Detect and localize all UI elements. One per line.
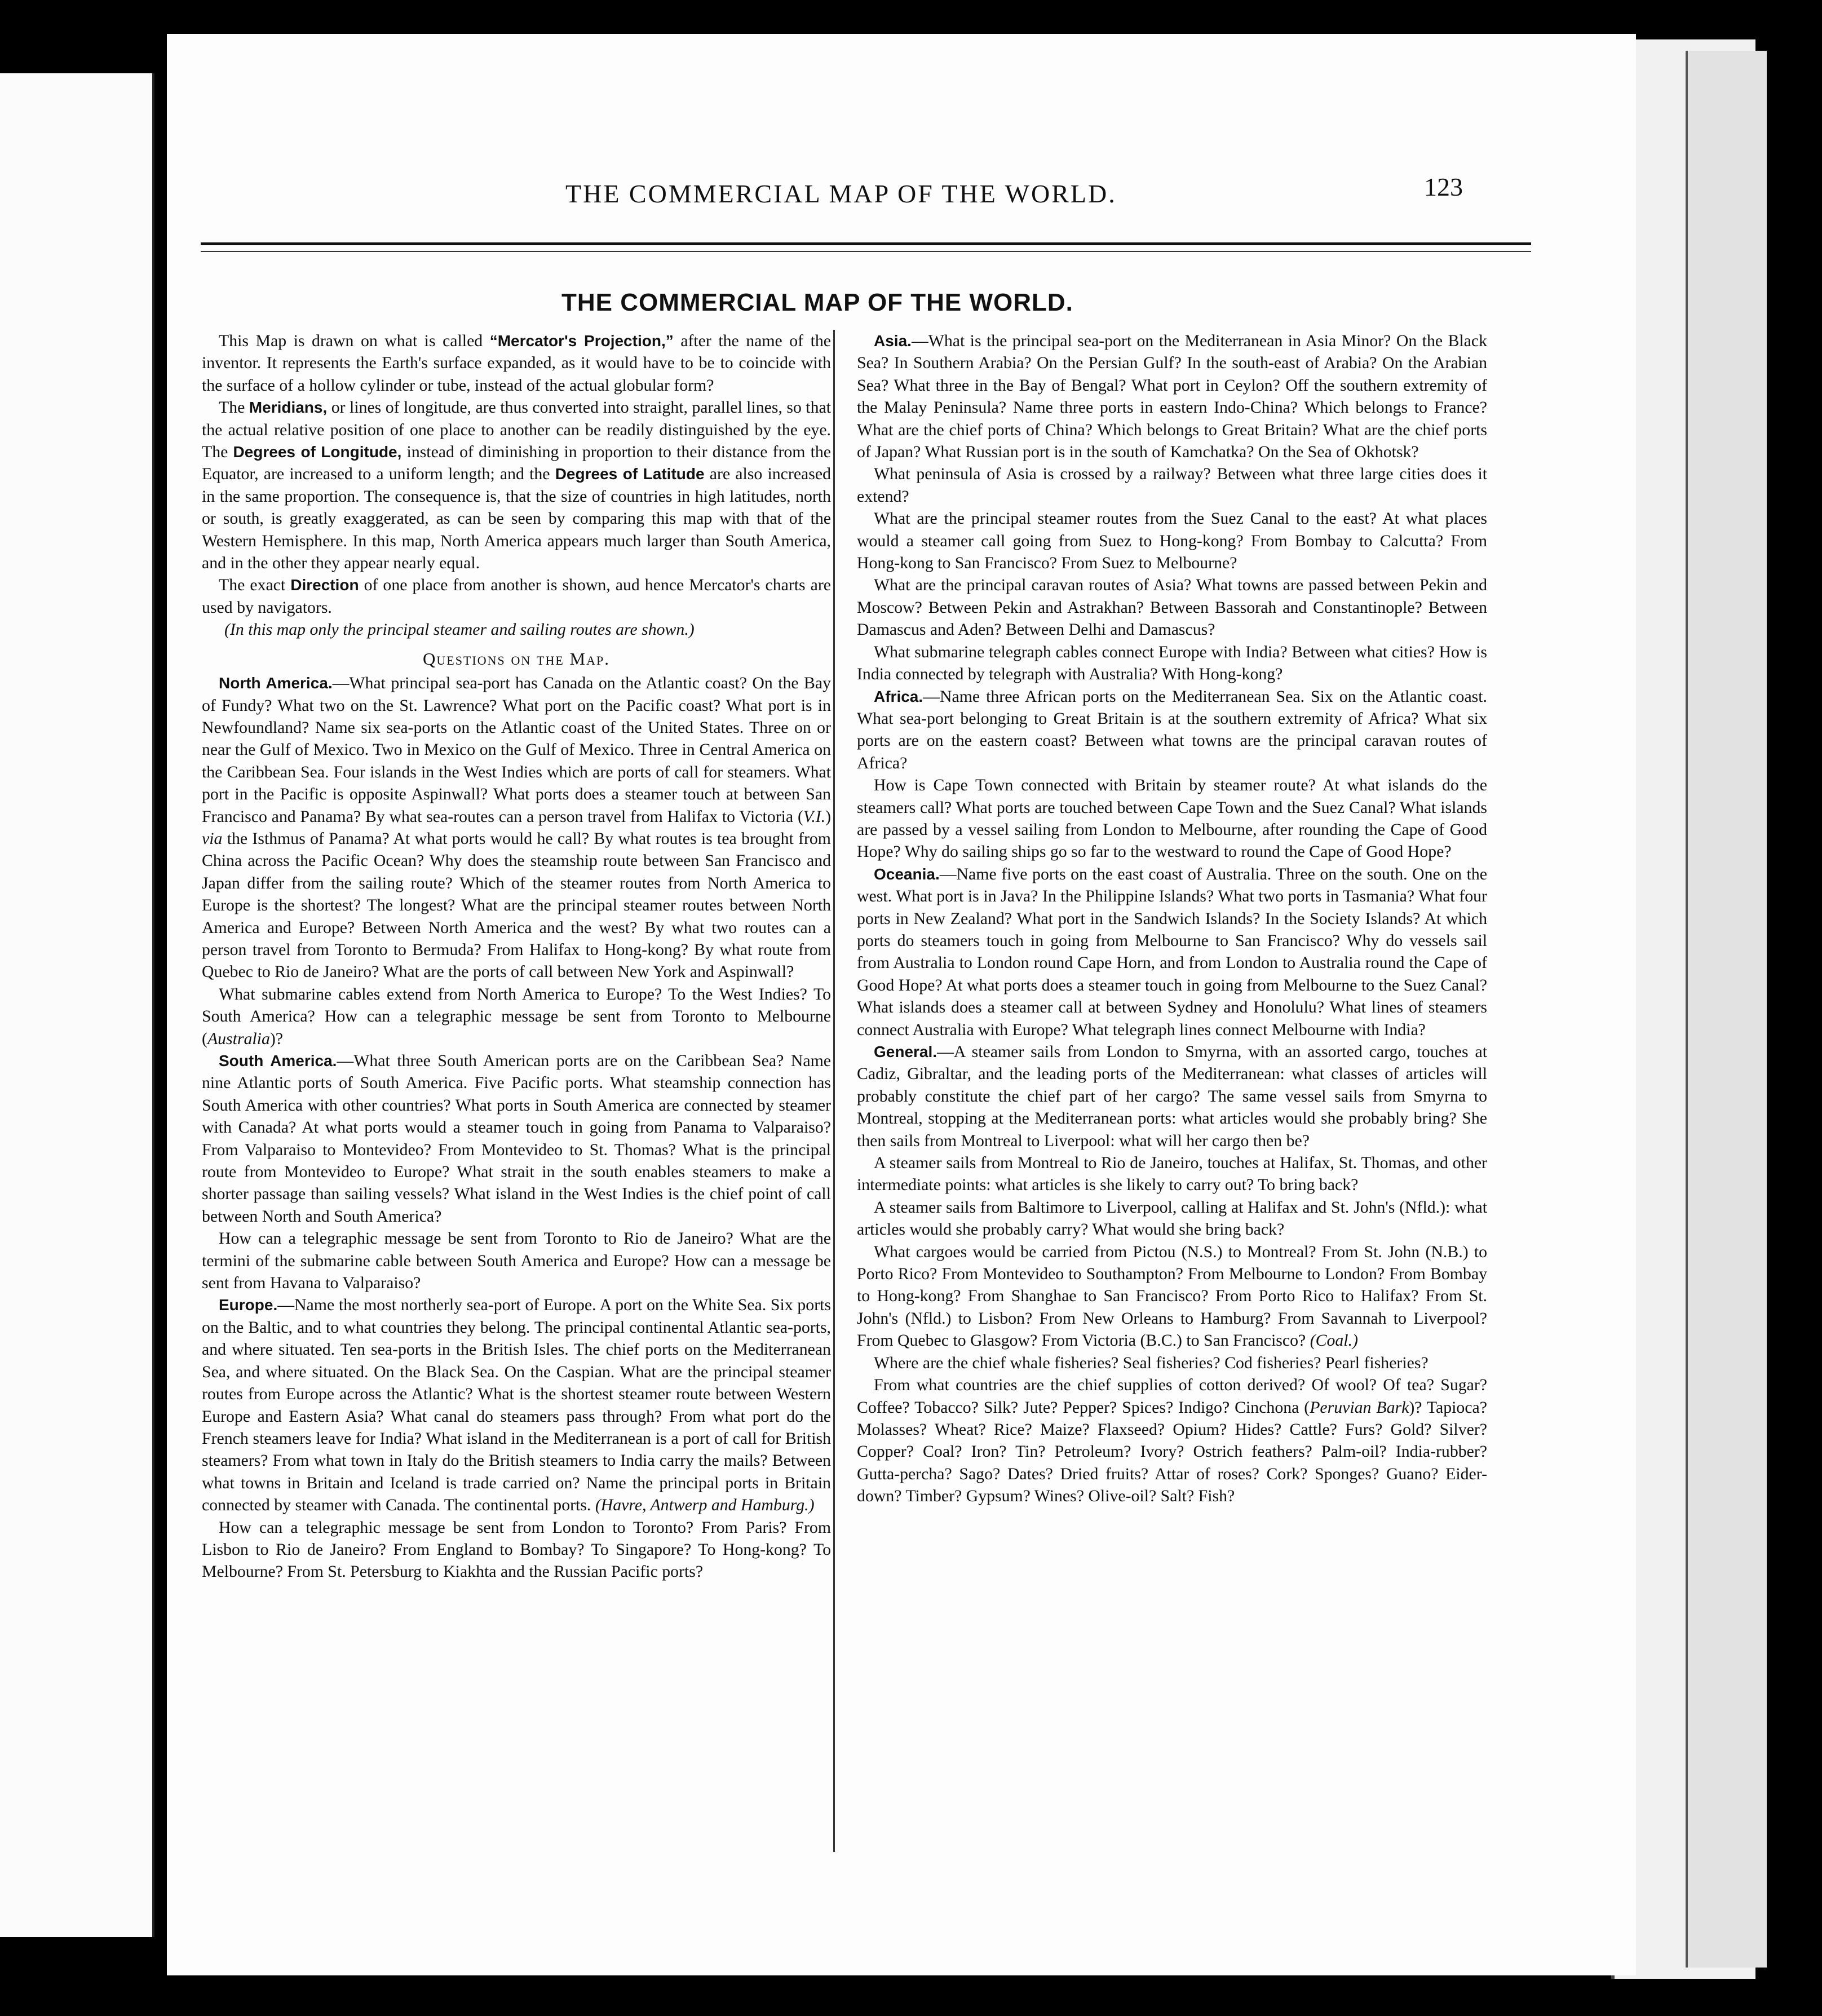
section-label: Asia.	[874, 332, 912, 350]
paragraph: What are the principal steamer routes from the Suez Canal to the east? At what places would a steamer call going from Suez to Hong-kong? From Bombay to Calcutta? From Hong-kong to San Francisco? From Suez to Melbourne?	[857, 509, 1487, 573]
paragraph: A steamer sails from Baltimore to Liverpool, calling at Halifax and St. John's (Nfld.): what articles would she probably carry? What would she bring back?	[857, 1197, 1487, 1239]
paragraph: Where are the chief whale fisheries? Seal fisheries? Cod fisheries? Pearl fisheries?	[874, 1353, 1429, 1372]
section-north-america: North America.—What principal sea-port has Canada on the Atlantic coast? On the Bay of Fundy? What two on the St. Lawrence? What port on the Pacific coast? What port is in Newfoundland? Name six sea-ports on the Atlantic coast of the United States. Three on or near the Gulf of Mexico. Two in Mexico on the Gulf of Mexico. Three in Central America on the Caribbean Sea. Four islands in the West Indies which are ports of call for steamers. What port in the Pacific is opposite Aspinwall? What ports does a steamer touch at between San Francisco and Panama? By what sea-routes can a person travel from Halifax to Victoria (V.I.) via the Isthmus of Panama? At what ports would he call? By what routes is tea brought from China across the Pacific Ocean? Why does the steamship route between San Francisco and Japan differ from the sailing route? Which of the steamer routes from North America to Europe is the shortest? The longest? What are the principal steamer routes between North America and Europe? Between North America and the west? By what two routes can a person travel from Toronto to Bermuda? From Halifax to Hong-kong? By what route from Quebec to Rio de Janeiro? What are the ports of call between New York and Aspinwall?	[202, 674, 831, 982]
paragraph: How can a telegraphic message be sent from Toronto to Rio de Janeiro? What are the termini of the submarine cable between South America and Europe? How can a message be sent from Havana to Valparaiso?	[202, 1229, 831, 1293]
paragraph: What submarine telegraph cables connect Europe with India? Between what cities? How is India connected by telegraph with Australia? With Hong-kong?	[857, 642, 1487, 684]
section-asia: Asia.—What is the principal sea-port on the Mediterranean in Asia Minor? On the Black Sea? In Southern Arabia? On the Persian Gulf? In the south-east of Arabia? On the Arabian Sea? What three in the Bay of Bengal? What port in Ceylon? Off the southern extremity of the Malay Peninsula? Name three ports in eastern Indo-China? Which belongs to France? What are the chief ports of China? Which belongs to Great Britain? What are the chief ports of Japan? What Russian port is in the south of Kamchatka? On the Sea of Okhotsk?	[857, 331, 1487, 462]
section-label: General.	[874, 1043, 937, 1060]
section-south-america: South America.—What three South American ports are on the Caribbean Sea? Name nine Atlantic ports of South America. Five Pacific ports. What steamship connection has South America with other countries? What ports in South America are connected by steamer with Canada? At what ports would a steamer touch in going from Panama to Valparaiso? From Valparaiso to Montevideo? From Montevideo to St. Thomas? What is the principal route from Montevideo to Europe? What strait in the south enables steamers to make a shorter passage than sailing vessels? What island in the West Indies is the chief point of call between North and South America?	[202, 1051, 832, 1226]
section-label: Africa.	[874, 687, 923, 705]
right-column	[857, 330, 1487, 1507]
paragraph: How can a telegraphic message be sent from London to Toronto? From Paris? From Lisbon to Rio de Janeiro? From England to Bombay? To Singapore? To Hong-kong? To Melbourne? From St. Petersburg to Kiakhta and the Russian Pacific ports?	[202, 1518, 831, 1581]
section-label: South America.	[219, 1052, 337, 1069]
page-stack-edge-back	[1686, 51, 1767, 1968]
paragraph: What peninsula of Asia is crossed by a railway? Between what three large cities does it extend?	[857, 465, 1487, 506]
intro-paragraph: This Map is drawn on what is called “Mercator's Projection,” after the name of the inventor. It represents the Earth's surface expanded, as it would have to be to coincide with the surface of a hollow cylinder or tube, instead of the actual globular form?	[202, 331, 831, 395]
left-column	[202, 330, 831, 1583]
section-general: General.—A steamer sails from London to Smyrna, with an assorted cargo, touches at Cadiz, Gibraltar, and the leading ports of the Mediterranean: what classes of articles will probably constitute the chief part of her cargo? The same vessel sails from Smyrna to Montreal, stopping at the Mediterranean ports: what articles would she probably bring? She then sails from Montreal to Liverpool: what will her cargo then be?	[857, 1042, 1487, 1150]
header-rule-thin	[201, 251, 1531, 252]
running-title: THE COMMERCIAL MAP OF THE WORLD.	[565, 179, 1117, 208]
intro-paragraph: The Meridians, or lines of longitude, are thus converted into straight, parallel lines, so that the actual relative position of one place to another can be readily distinguished by the eye. The Degrees of Longitude, instead of diminishing in proportion to their distance from the Equator, are increased to a uniform length; and the Degrees of Latitude are also increased in the same proportion. The consequence is, that the size of countries in high latitudes, north or south, is greatly exaggerated, as can be seen by comparing this map with that of the Western Hemisphere. In this map, North America appears much larger than South America, and in the other they appear nearly equal.	[202, 398, 832, 573]
section-label: North America.	[219, 674, 333, 692]
facing-page-edge	[0, 73, 154, 1937]
paragraph: A steamer sails from Montreal to Rio de Janeiro, touches at Halifax, St. Thomas, and other intermediate points: what articles is she likely to carry out? To bring back?	[857, 1153, 1487, 1195]
section-europe: Europe.—Name the most northerly sea-port of Europe. A port on the White Sea. Six ports on the Baltic, and to what countries they belong. The principal continental Atlantic sea-ports, and where situated. Ten sea-ports in the British Isles. The chief ports on the Mediterranean Sea, and where situated. On the Black Sea. On the Caspian. What are the principal steamer routes from Europe across the Atlantic? What is the shortest steamer route between Western Europe and Eastern Asia? What canal do steamers pass through? From what port do the French steamers leave for India? What island in the Mediterranean is a port of call for British steamers? From what town in Italy do the British steamers to India carry the mails? Between what towns in Britain and Iceland is trade carried on? Name the principal ports in Britain connected by steamer with Canada. The continental ports. (Havre, Antwerp and Hamburg.)	[202, 1296, 831, 1515]
paragraph: What submarine cables extend from North America to Europe? To the West Indies? To South America? How can a telegraphic message be sent from Toronto to Melbourne (Australia)?	[202, 984, 831, 1048]
page-title: THE COMMERCIAL MAP OF THE WORLD.	[561, 289, 1073, 316]
section-label: Oceania.	[874, 865, 940, 883]
questions-heading: Questions on the Map.	[423, 648, 610, 669]
section-oceania: Oceania.—Name five ports on the east coast of Australia. Three on the south. One on the west. What port is in Java? In the Philippine Islands? What two ports in Tasmania? What four ports in New Zealand? What port in the Sandwich Islands? In the Society Islands? At which ports do steamers touch in going from Melbourne to San Francisco? Why do vessels sail from Australia to London round Cape Horn, and from London to Australia round the Cape of Good Hope? At what ports does a steamer touch in going from Melbourne to the Suez Canal? What islands does a steamer call at between Sydney and Honolulu? What lines of steamers connect Australia with Europe? What telegraph lines connect Melbourne with India?	[857, 864, 1487, 1039]
book-page	[167, 34, 1636, 1975]
section-africa: Africa.—Name three African ports on the Mediterranean Sea. Six on the Atlantic coast. What sea-port belonging to Great Britain is at the southern extremity of Africa? What six ports are on the eastern coast? Between what towns are the principal caravan routes of Africa?	[857, 687, 1487, 772]
header-rule	[201, 242, 1531, 245]
page-number: 123	[1424, 173, 1463, 201]
intro-note: (In this map only the principal steamer and sailing routes are shown.)	[224, 620, 695, 639]
intro-paragraph: The exact Direction of one place from another is shown, aud hence Mercator's charts are used by navigators.	[202, 576, 831, 617]
section-label: Europe.	[219, 1296, 278, 1314]
paragraph: What cargoes would be carried from Pictou (N.S.) to Montreal? From St. John (N.B.) to Porto Rico? From Montevideo to Southampton? From Melbourne to London? From Bombay to Hong-kong? From Shanghae to San Francisco? From Porto Rico to Halifax? From St. John's (Nfld.) to Lisbon? From New Orleans to Hamburg? From Savannah to Liverpool? From Quebec to Glasgow? From Victoria (B.C.) to San Francisco? (Coal.)	[857, 1242, 1487, 1350]
paragraph: From what countries are the chief supplies of cotton derived? Of wool? Of tea? Sugar? Coffee? Tobacco? Silk? Jute? Pepper? Spices? Indigo? Cinchona (Peruvian Bark)? Tapioca? Molasses? Wheat? Rice? Maize? Flaxseed? Opium? Hides? Cattle? Furs? Gold? Silver? Copper? Coal? Iron? Tin? Petroleum? Ivory? Ostrich feathers? Palm-oil? India-rubber? Gutta-percha? Sago? Dates? Dried fruits? Attar of roses? Cork? Sponges? Guano? Eider-down? Timber? Gypsum? Wines? Olive-oil? Salt? Fish?	[857, 1376, 1487, 1506]
paragraph: How is Cape Town connected with Britain by steamer route? At what islands do the steamers call? What ports are touched between Cape Town and the Suez Canal? What islands are passed by a vessel sailing from London to Melbourne, after rounding the Cape of Good Hope? Why do sailing ships go so far to the westward to round the Cape of Good Hope?	[857, 776, 1487, 861]
column-divider	[833, 330, 835, 1852]
paragraph: What are the principal caravan routes of Asia? What towns are passed between Pekin and Moscow? Between Pekin and Astrakhan? Between Bassorah and Constantinople? Between Damascus and Aden? Between Delhi and Damascus?	[857, 576, 1487, 639]
